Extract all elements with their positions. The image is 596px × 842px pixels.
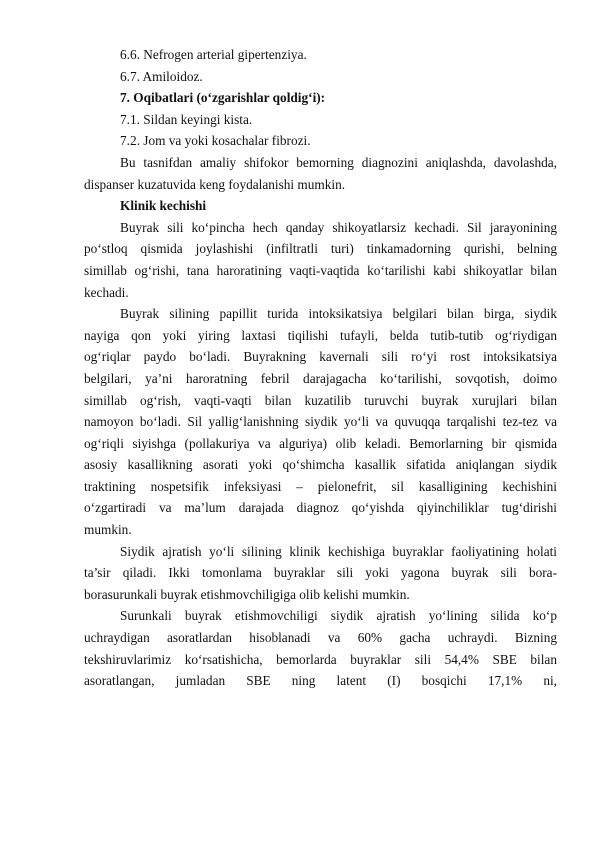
paragraph-line: asoratlangan, jumladan SBE ning latent (I) bosqichi 17,1% ni,: [84, 673, 557, 689]
paragraph-line: Buyrak sili ko‘pincha hech qanday shikoyatlarsiz kechadi. Sil jarayonining: [120, 219, 557, 235]
paragraph-line: simillab og‘rish, vaqti-vaqti bilan kuzatilib turuvchi buyrak xurujlari bilan: [84, 392, 557, 408]
paragraph-line: traktining nospetsifik infeksiyasi – pielonefrit, sil kasalligining kechishini: [84, 478, 557, 494]
paragraph-line: dispanser kuzatuvida keng foydalanishi mumkin.: [84, 176, 346, 192]
paragraph-line: kechadi.: [84, 284, 129, 300]
paragraph-line: belgilari, ya’ni haroratning febril darajagacha ko‘tarilishi, sovqotish, doimo: [84, 370, 557, 386]
paragraph-line: Siydik ajratish yo‘li silining klinik kechishiga buyraklar faoliyatining holati: [120, 543, 557, 559]
paragraph-line: mumkin.: [84, 522, 132, 538]
document-page: [84, 44, 557, 692]
paragraph-line: og‘riqlar paydo bo‘ladi. Buyrakning kavernali sili ro‘yi rost intoksikatsiya: [84, 349, 557, 365]
list-item-7-1: 7.1. Sildan keyingi kista.: [120, 111, 253, 127]
paragraph-line: asosiy kasallikning asorati yoki qo‘shimcha kasallik sifatida aniqlangan siydik: [84, 457, 557, 473]
paragraph-line: og‘riqli siyishga (pollakuriya va alguriya) olib keladi. Bemorlarning bir qismida: [84, 435, 557, 451]
list-item-6-7: 6.7. Amiloidoz.: [120, 68, 203, 84]
paragraph-line: simillab og‘rishi, tana haroratining vaqti-vaqtida ko‘tarilishi kabi shikoyatlar bilan: [84, 262, 557, 278]
paragraph-line: namoyon bo‘ladi. Sil yallig‘lanishning siydik yo‘li va quvuqqa tarqalishi tez-tez va: [84, 414, 557, 430]
paragraph-line: uchraydigan asoratlardan hisoblanadi va 60% gacha uchraydi. Bizning: [84, 630, 557, 646]
section-heading-clinical: Klinik kechishi: [120, 198, 207, 214]
paragraph-line: ta’sir qiladi. Ikki tomonlama buyraklar sili yoki yagona buyrak sili bora-: [84, 565, 557, 581]
paragraph-line: Bu tasnifdan amaliy shifokor bemorning diagnozini aniqlashda, davolashda,: [120, 154, 557, 170]
list-item-6-6: 6.6. Nefrogen arterial gipertenziya.: [120, 47, 307, 62]
paragraph-line: Buyrak silining papillit turida intoksikatsiya belgilari bilan birga, siydik: [120, 306, 557, 322]
paragraph-line: Surunkali buyrak etishmovchiligi siydik ajratish yo‘lining silida ko‘p: [120, 608, 557, 624]
list-item-7-2: 7.2. Jom va yoki kosachalar fibrozi.: [120, 133, 311, 149]
paragraph-line: borasurunkali buyrak etishmovchiligiga olib kelishi mumkin.: [84, 586, 410, 602]
paragraph-line: tekshiruvlarimiz ko‘rsatishicha, bemorlarda buyraklar sili 54,4% SBE bilan: [84, 651, 557, 667]
paragraph-line: nayiga qon yoki yiring laxtasi tiqilishi tufayli, belda tutib-tutib og‘riydigan: [84, 327, 557, 343]
section-7-heading: 7. Oqibatlari (o‘zgarishlar qoldig‘i):: [120, 90, 326, 106]
paragraph-line: o‘zgartiradi va ma’lum darajada diagnoz qo‘yishda qiyinchiliklar tug‘dirishi: [84, 500, 557, 516]
paragraph-line: po‘stloq qismida joylashishi (infiltratli turi) tinkamadorning qurishi, belning: [84, 241, 557, 257]
